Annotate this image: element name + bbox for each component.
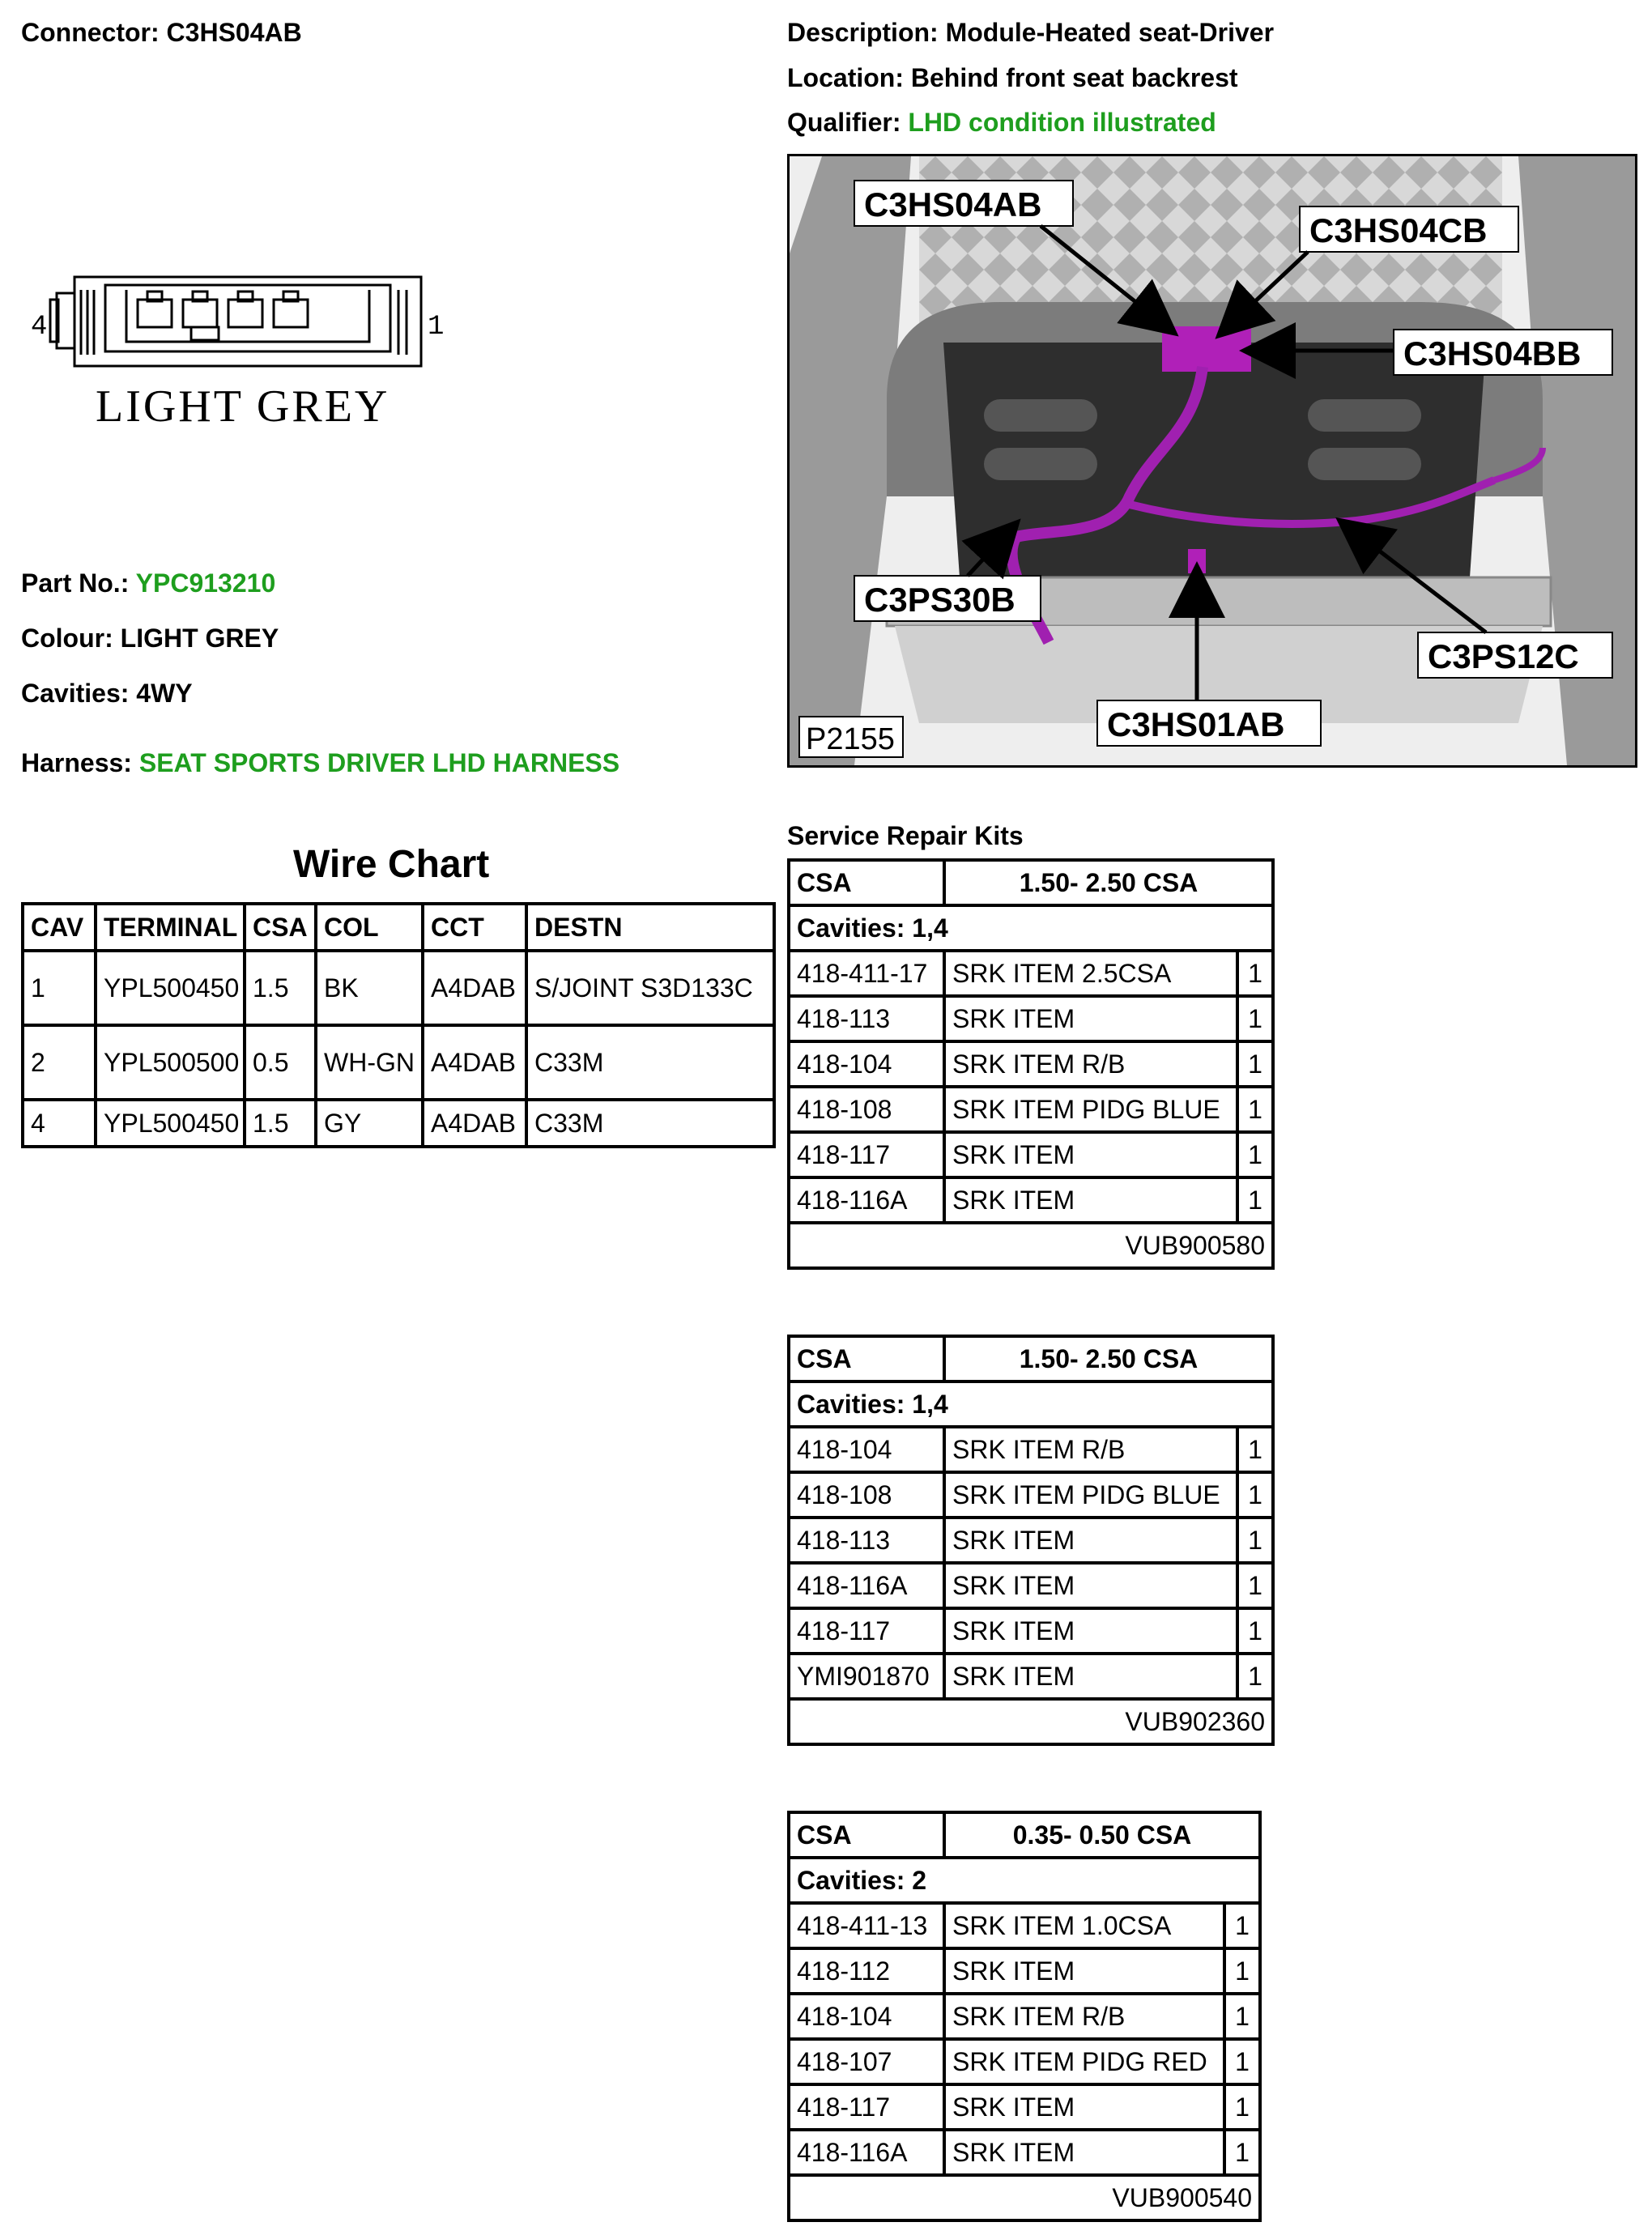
cell-col: GY (316, 1100, 423, 1147)
list-item (789, 1041, 1273, 1087)
kit-item-qty: 1 (1237, 996, 1273, 1041)
kit-csa-range: 0.35- 0.50 CSA (944, 1812, 1260, 1858)
cavities-line (21, 679, 193, 709)
col-destn: DESTN (526, 904, 774, 951)
kit-item-qty: 1 (1224, 2084, 1260, 2130)
cell-terminal: YPL500450 (96, 951, 245, 1025)
kit-part-no: 418-411-13 (789, 1903, 944, 1948)
cell-cct: A4DAB (423, 1100, 526, 1147)
connector-colour-text: LIGHT GREY (96, 381, 390, 432)
seat-illustration (790, 156, 1635, 765)
list-item (789, 1654, 1273, 1699)
wire-chart-title: Wire Chart (293, 843, 490, 886)
kit-part-no: 418-411-17 (789, 951, 944, 996)
callout-c3hs01ab: C3HS01AB (1107, 705, 1285, 743)
kit-part-no: 418-116A (789, 1177, 944, 1223)
kit-number: VUB900580 (789, 1223, 1273, 1268)
kit-part-no: YMI901870 (789, 1654, 944, 1699)
table-row (23, 951, 774, 1025)
figure-id: P2155 (806, 722, 895, 756)
list-item (789, 1563, 1273, 1608)
cell-destn: C33M (526, 1100, 774, 1147)
kit-item-qty: 1 (1224, 1903, 1260, 1948)
table-row (23, 1025, 774, 1100)
kit-number: VUB902360 (789, 1699, 1273, 1744)
kit-item-desc: SRK ITEM R/B (944, 1427, 1237, 1472)
part-no-value: YPC913210 (135, 568, 276, 598)
cavities-value: 4WY (136, 679, 193, 708)
wire-chart-table (21, 902, 776, 1148)
kit-part-no: 418-104 (789, 1994, 944, 2039)
kit-part-no: 418-116A (789, 1563, 944, 1608)
cell-col: BK (316, 951, 423, 1025)
kit-item-desc: SRK ITEM (944, 1177, 1237, 1223)
kit-item-desc: SRK ITEM (944, 1563, 1237, 1608)
table-row (23, 1100, 774, 1147)
kit-item-qty: 1 (1237, 951, 1273, 996)
harness-value: SEAT SPORTS DRIVER LHD HARNESS (138, 748, 620, 777)
kit-item-qty: 1 (1224, 1994, 1260, 2039)
kit-item-desc: SRK ITEM (944, 1132, 1237, 1177)
kit-item-desc: SRK ITEM (944, 1518, 1237, 1563)
callout-c3ps12c: C3PS12C (1428, 637, 1579, 675)
qualifier-label: Qualifier: (787, 108, 901, 137)
cell-csa: 1.5 (245, 951, 316, 1025)
kit-item-desc: SRK ITEM (944, 1654, 1237, 1699)
cell-terminal: YPL500500 (96, 1025, 245, 1100)
location-label: Location: (787, 63, 904, 92)
callout-c3hs04ab: C3HS04AB (864, 185, 1042, 224)
colour-value: LIGHT GREY (120, 624, 279, 653)
connector-face-drawing (24, 267, 445, 437)
cell-destn: S/JOINT S3D133C (526, 951, 774, 1025)
location-photo (787, 154, 1637, 768)
col-cct: CCT (423, 904, 526, 951)
kit-item-qty: 1 (1237, 1608, 1273, 1654)
callout-c3hs04cb: C3HS04CB (1309, 211, 1488, 249)
kit-item-desc: SRK ITEM (944, 1948, 1224, 1994)
col-cav: CAV (23, 904, 96, 951)
connector-line (21, 18, 302, 48)
wire-chart-header-row (23, 904, 774, 951)
list-item (789, 1994, 1260, 2039)
pin-1-label: 1 (428, 312, 445, 343)
kit-item-qty: 1 (1224, 2130, 1260, 2175)
service-kit-1 (787, 858, 1275, 1270)
kit-item-qty: 1 (1237, 1041, 1273, 1087)
callout-c3hs04bb: C3HS04BB (1403, 334, 1582, 372)
kit-header-row (789, 1812, 1260, 1858)
cell-cct: A4DAB (423, 1025, 526, 1100)
kit-part-no: 418-108 (789, 1472, 944, 1518)
list-item (789, 2130, 1260, 2175)
kit-item-desc: SRK ITEM (944, 2084, 1224, 2130)
service-kit-2 (787, 1335, 1275, 1746)
list-item (789, 1132, 1273, 1177)
kit-item-qty: 1 (1237, 1518, 1273, 1563)
kit-item-qty: 1 (1224, 1948, 1260, 1994)
kit-item-qty: 1 (1237, 1177, 1273, 1223)
list-item (789, 1903, 1260, 1948)
col-csa: CSA (245, 904, 316, 951)
cell-cav: 1 (23, 951, 96, 1025)
kit-item-desc: SRK ITEM (944, 1608, 1237, 1654)
kit-csa-range: 1.50- 2.50 CSA (944, 1336, 1273, 1381)
kit-csa-label: CSA (789, 860, 944, 905)
kit-item-desc: SRK ITEM 2.5CSA (944, 951, 1237, 996)
list-item (789, 2039, 1260, 2084)
kit-cavities: Cavities: 2 (789, 1858, 1260, 1903)
kit-item-qty: 1 (1237, 1132, 1273, 1177)
kit-item-qty: 1 (1237, 1654, 1273, 1699)
kit-part-no: 418-104 (789, 1427, 944, 1472)
part-no-label: Part No.: (21, 568, 130, 598)
kit-part-no: 418-107 (789, 2039, 944, 2084)
cell-cct: A4DAB (423, 951, 526, 1025)
list-item (789, 1087, 1273, 1132)
kit-part-no: 418-117 (789, 2084, 944, 2130)
qualifier-value: LHD condition illustrated (908, 108, 1216, 137)
kit-item-qty: 1 (1224, 2039, 1260, 2084)
kit-item-desc: SRK ITEM (944, 996, 1237, 1041)
kit-number: VUB900540 (789, 2175, 1260, 2220)
col-col: COL (316, 904, 423, 951)
service-repair-kits-title: Service Repair Kits (787, 821, 1024, 850)
cell-col: WH-GN (316, 1025, 423, 1100)
list-item (789, 1608, 1273, 1654)
cavities-label: Cavities: (21, 679, 130, 708)
cell-csa: 1.5 (245, 1100, 316, 1147)
kit-part-no: 418-113 (789, 996, 944, 1041)
kit-item-desc: SRK ITEM R/B (944, 1994, 1224, 2039)
list-item (789, 1427, 1273, 1472)
kit-part-no: 418-112 (789, 1948, 944, 1994)
list-item (789, 1518, 1273, 1563)
kit-csa-range: 1.50- 2.50 CSA (944, 860, 1273, 905)
kit-part-no: 418-108 (789, 1087, 944, 1132)
kit-cavities: Cavities: 1,4 (789, 1381, 1273, 1427)
kit-item-qty: 1 (1237, 1087, 1273, 1132)
callout-c3ps30b: C3PS30B (864, 581, 1015, 619)
kit-item-desc: SRK ITEM R/B (944, 1041, 1237, 1087)
kit-part-no: 418-117 (789, 1132, 944, 1177)
list-item (789, 2084, 1260, 2130)
kit-csa-label: CSA (789, 1336, 944, 1381)
harness-label: Harness: (21, 748, 132, 777)
description-value: Module-Heated seat-Driver (945, 18, 1275, 47)
col-terminal: TERMINAL (96, 904, 245, 951)
kit-part-no: 418-117 (789, 1608, 944, 1654)
list-item (789, 996, 1273, 1041)
cell-csa: 0.5 (245, 1025, 316, 1100)
kit-header-row (789, 860, 1273, 905)
kit-item-desc: SRK ITEM PIDG RED (944, 2039, 1224, 2084)
kit-part-no: 418-113 (789, 1518, 944, 1563)
kit-item-desc: SRK ITEM (944, 2130, 1224, 2175)
list-item (789, 951, 1273, 996)
service-kit-3 (787, 1811, 1262, 2222)
cell-terminal: YPL500450 (96, 1100, 245, 1147)
location-value: Behind front seat backrest (910, 63, 1238, 92)
description-label: Description: (787, 18, 939, 47)
kit-header-row (789, 1336, 1273, 1381)
kit-item-qty: 1 (1237, 1563, 1273, 1608)
cell-destn: C33M (526, 1025, 774, 1100)
connector-value: C3HS04AB (166, 18, 302, 47)
description-line (787, 18, 1274, 48)
qualifier-line (787, 108, 1216, 138)
kit-item-qty: 1 (1237, 1472, 1273, 1518)
kit-item-desc: SRK ITEM PIDG BLUE (944, 1087, 1237, 1132)
kit-cavities: Cavities: 1,4 (789, 905, 1273, 951)
colour-line (21, 624, 279, 653)
kit-item-desc: SRK ITEM 1.0CSA (944, 1903, 1224, 1948)
kit-item-desc: SRK ITEM PIDG BLUE (944, 1472, 1237, 1518)
cell-cav: 2 (23, 1025, 96, 1100)
colour-label: Colour: (21, 624, 113, 653)
part-no-line (21, 568, 275, 598)
list-item (789, 1177, 1273, 1223)
cell-cav: 4 (23, 1100, 96, 1147)
kit-part-no: 418-116A (789, 2130, 944, 2175)
list-item (789, 1472, 1273, 1518)
kit-item-qty: 1 (1237, 1427, 1273, 1472)
list-item (789, 1948, 1260, 1994)
connector-label: Connector: (21, 18, 160, 47)
kit-part-no: 418-104 (789, 1041, 944, 1087)
kit-csa-label: CSA (789, 1812, 944, 1858)
pin-4-label: 4 (31, 312, 48, 343)
location-line (787, 63, 1238, 93)
harness-line (21, 748, 620, 778)
